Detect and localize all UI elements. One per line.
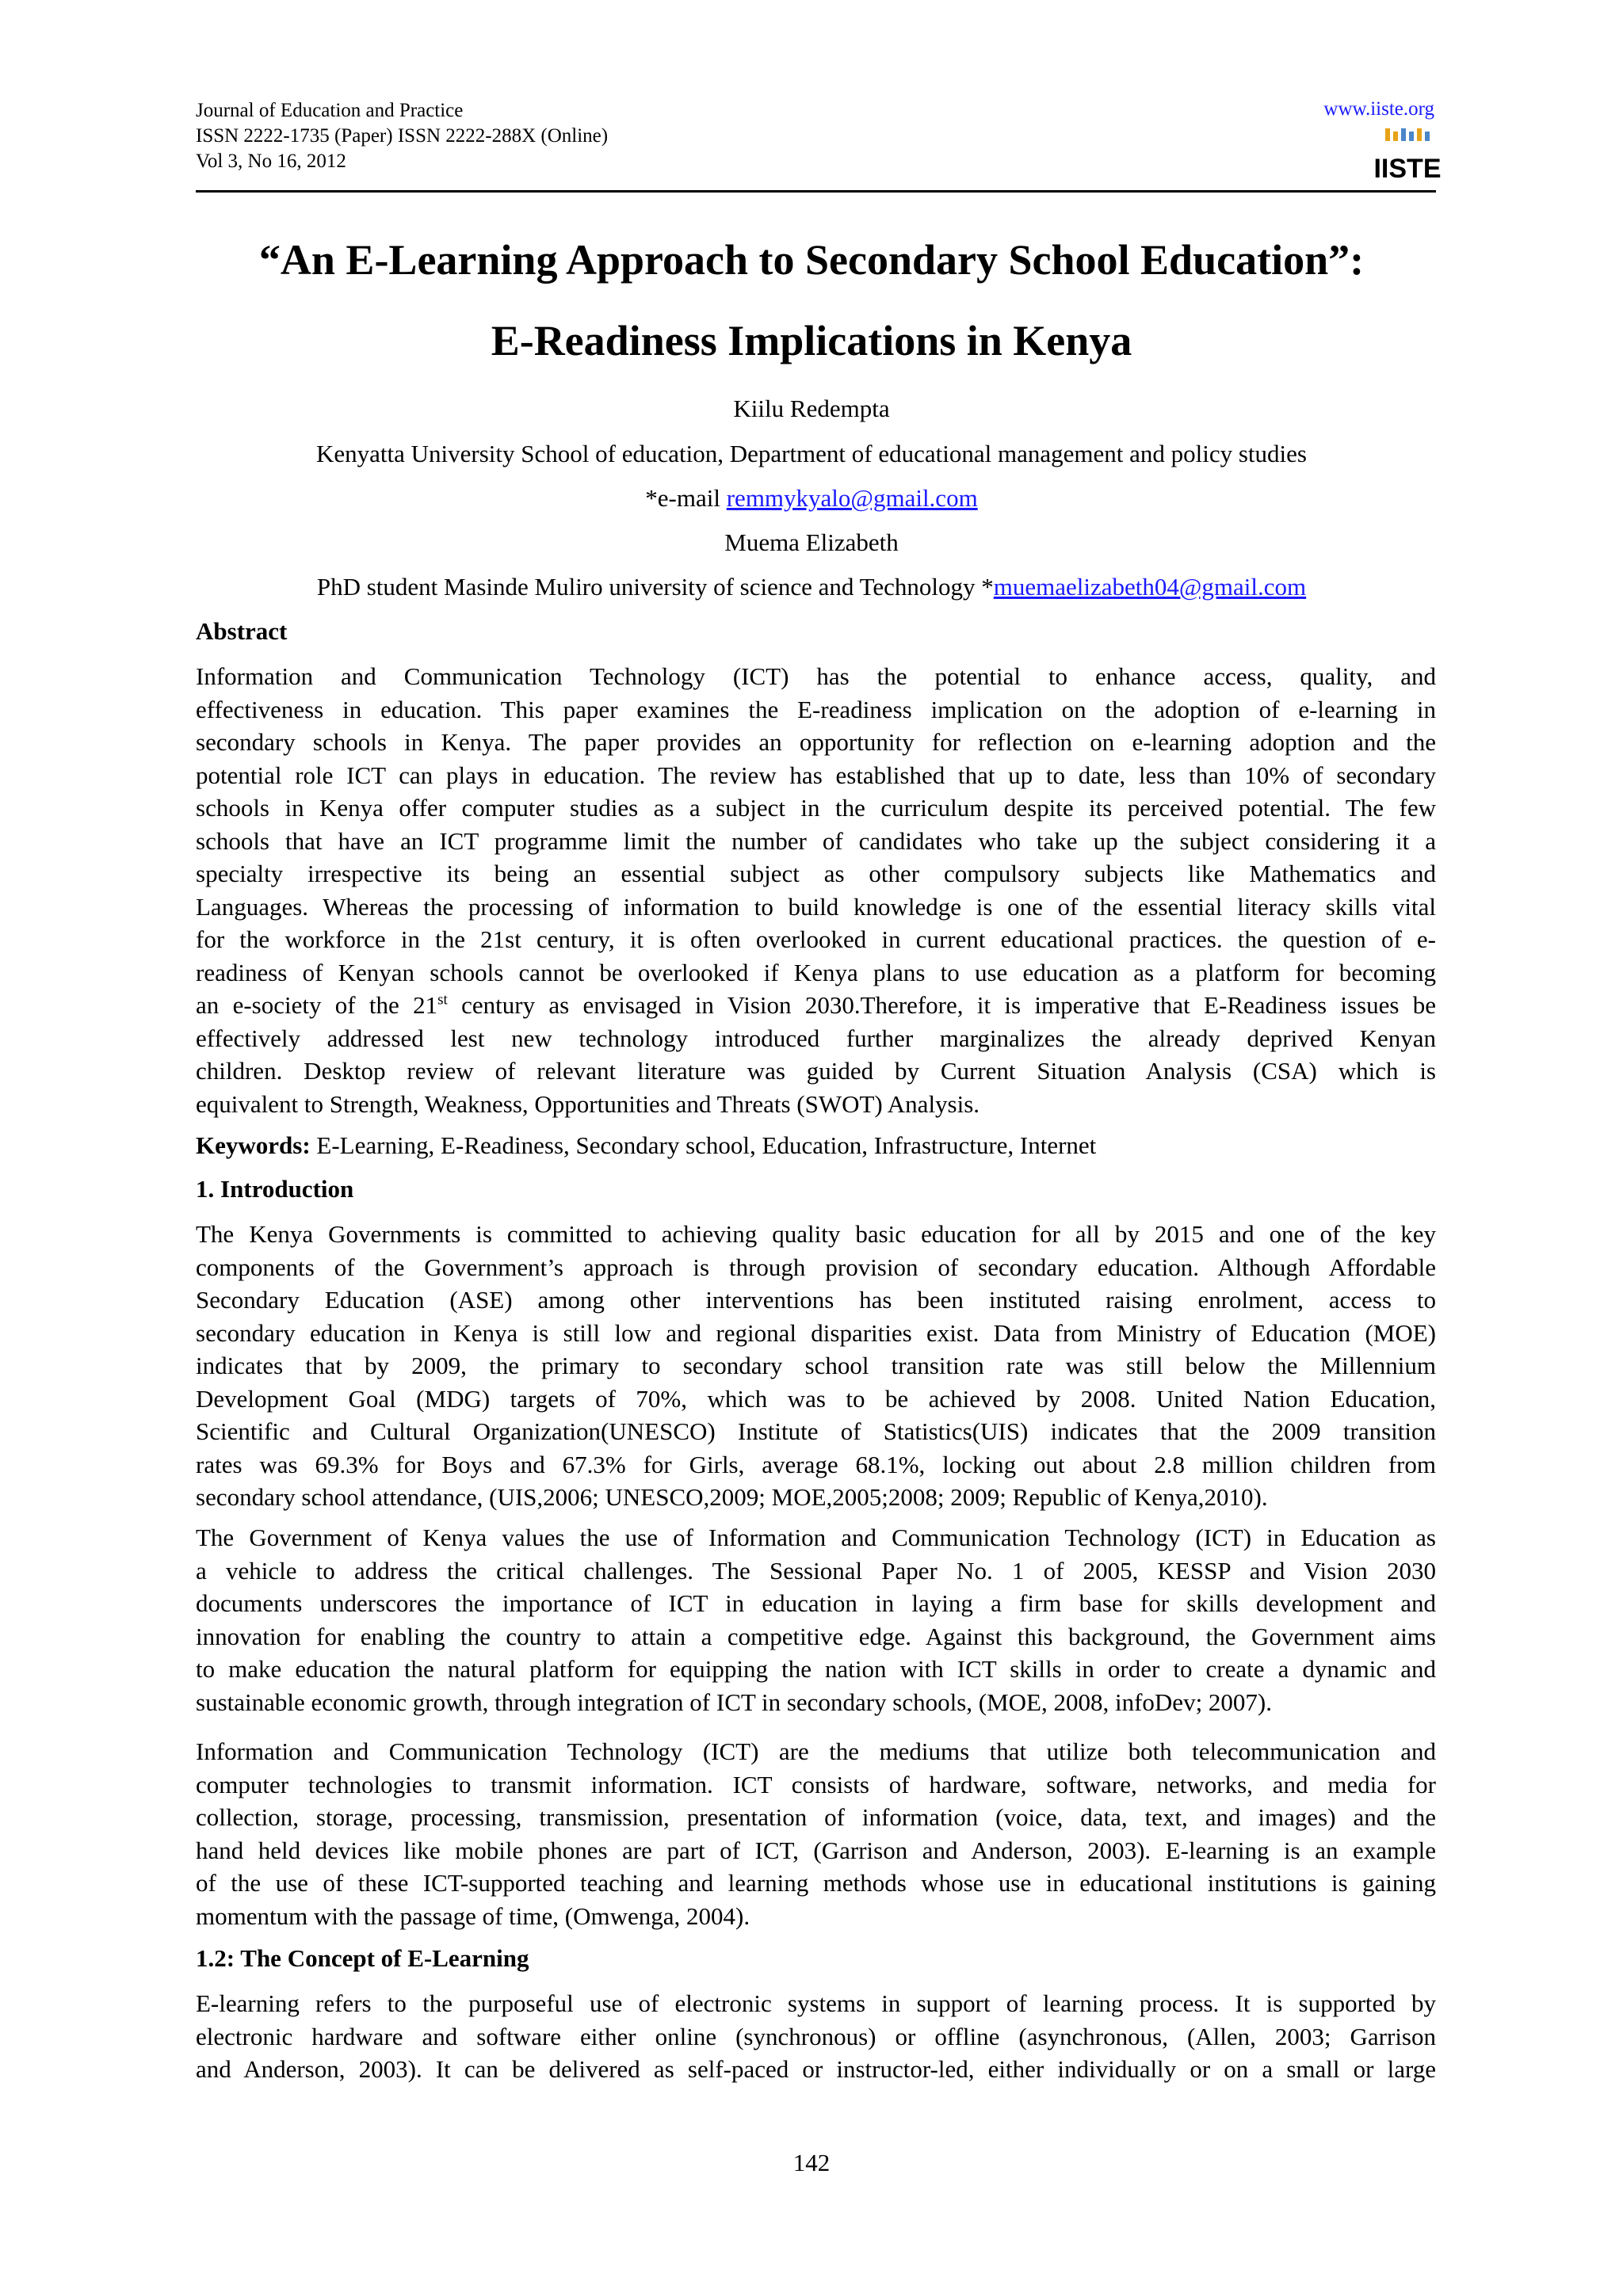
intro-paragraph-3 [196,1735,1436,1932]
abstract-line: Information and Communication Technology (ICT) has the potential to enhance access, quality, and [196,662,1436,690]
text-line: collection, storage, processing, transmission, presentation of information (voice, data, text, and images) and the [196,1803,1436,1831]
text-line: hand held devices like mobile phones are part of ICT, (Garrison and Anderson, 2003). E-learning is an example [196,1836,1436,1864]
author2-email-link[interactable]: muemaelizabeth04@gmail.com [993,573,1307,601]
text-line: and Anderson, 2003). It can be delivered as self-paced or instructor-led, either individually or on a small or large [196,2055,1436,2083]
page-number: 142 [792,2149,831,2176]
text-line: electronic hardware and software either online (synchronous) or offline (asynchronous, (Allen, 2003; Garrison [196,2022,1436,2050]
abstract-line: Languages. Whereas the processing of information to build knowledge is one of the essential literacy skills vital [196,892,1436,921]
abstract-heading: Abstract [196,617,288,645]
text-line: momentum with the passage of time, (Omwenga, 2004). [196,1901,750,1930]
email-prefix: *e-mail [645,484,727,512]
text-line: a vehicle to address the critical challenges. The Sessional Paper No. 1 of 2005, KESSP and Vision 2030 [196,1556,1436,1585]
author1-email-link[interactable]: remmykyalo@gmail.com [726,484,978,512]
author1-name: Kiilu Redempta [733,395,890,422]
abstract-line: readiness of Kenyan schools cannot be overlooked if Kenya plans to use education as a platform for becoming [196,958,1436,986]
author2-affiliation: PhD student Masinde Muliro university of science and Technology * [316,573,994,601]
intro-paragraph-1 [196,1218,1436,1514]
text-line: The Government of Kenya values the use of Information and Communication Technology (ICT) in Education as [196,1524,1436,1551]
abstract-line: for the workforce in the 21st century, it is often overlooked in current educational practices. the question of e- [196,925,1436,953]
header-rule [196,190,1436,193]
section-1-heading: 1. Introduction [196,1175,354,1203]
journal-issn: ISSN 2222-1735 (Paper) ISSN 2222-288X (Online) [196,125,609,147]
text-line: of the use of these ICT-supported teaching and learning methods whose use in educational institutions is gaining [196,1869,1436,1897]
text-line: documents underscores the importance of ICT in education in laying a firm base for skills development and [196,1589,1436,1617]
abstract-line: secondary schools in Kenya. The paper provides an opportunity for reflection on e-learning adoption and the [196,728,1436,756]
keywords-label: Keywords: [196,1131,311,1159]
abstract-line: effectiveness in education. This paper examines the E-readiness implication on the adoption of e-learning in [196,695,1436,723]
journal-header [196,98,608,174]
journal-name: Journal of Education and Practice [196,100,464,121]
section-1-2-heading: 1.2: The Concept of E-Learning [196,1944,529,1972]
keywords-text: E-Learning, E-Readiness, Secondary school, Education, Infrastructure, Internet [310,1131,1097,1159]
abstract-line: children. Desktop review of relevant literature was guided by Current Situation Analysis (CSA) which is [196,1057,1436,1085]
text-line: secondary school attendance, (UIS,2006; UNESCO,2009; MOE,2005;2008; 2009; Republic of Kenya,2010). [196,1483,1268,1511]
concept-paragraph-1 [196,1987,1436,2086]
keywords-line [196,1129,1436,1162]
text-line: E-learning refers to the purposeful use of electronic systems in support of learning process. It is supported by [196,1989,1436,2017]
text-line: The Kenya Governments is committed to achieving quality basic education for all by 2015 and one of the key [196,1220,1436,1248]
text-line: indicates that by 2009, the primary to secondary school transition rate was still below the Millennium [196,1352,1436,1379]
abstract-body [196,660,1436,1120]
text-line: sustainable economic growth, through integration of ICT in secondary schools, (MOE, 2008, infoDev; 2007). [196,1688,1273,1716]
text-line: rates was 69.3% for Boys and 67.3% for Girls, average 68.1%, locking out about 2.8 million children from [196,1450,1436,1478]
text-line: to make education the natural platform for equipping the nation with ICT skills in order to create a dynamic and [196,1655,1436,1683]
text-line: Development Goal (MDG) targets of 70%, which was to be achieved by 2008. United Nation Education, [196,1384,1436,1413]
journal-volume: Vol 3, No 16, 2012 [196,151,346,172]
abstract-line: schools that have an ICT programme limit the number of candidates who take up the subject considering it a [196,826,1436,855]
iiste-logo [1373,127,1442,184]
abstract-line-superscript [196,989,1436,1022]
text-line: computer technologies to transmit information. ICT consists of hardware, software, networks, and media for [196,1770,1436,1798]
text-line: Scientific and Cultural Organization(UNESCO) Institute of Statistics(UIS) indicates that the 2009 transition [196,1417,1436,1445]
text-line: innovation for enabling the country to attain a competitive edge. Against this background, the Government aims [196,1622,1436,1650]
abstract-line: effectively addressed lest new technology introduced further marginalizes the already deprived Kenyan [196,1024,1436,1052]
abstract-line: schools in Kenya offer computer studies as a subject in the curriculum despite its perceived potential. The few [196,794,1436,822]
logo-text: IISTE [1373,154,1442,184]
text-line: secondary education in Kenya is still low and regional disparities exist. Data from Ministry of Education (MOE) [196,1318,1436,1347]
abstract-line-post: century as envisaged in Vision 2030.Therefore, it is imperative that E-Readiness issues be [447,991,1436,1019]
text-line: Secondary Education (ASE) among other interventions has been instituted raising enrolment, access to [196,1286,1436,1314]
author1-email-line [0,482,1623,514]
abstract-line: potential role ICT can plays in education. The review has established that up to date, less than 10% of secondary [196,761,1436,789]
journal-url-link[interactable]: www.iiste.org [1323,98,1434,120]
author2-name: Muema Elizabeth [724,528,899,556]
abstract-line: equivalent to Strength, Weakness, Opportunities and Threats (SWOT) Analysis. [196,1089,980,1118]
text-line: components of the Government’s approach is through provision of secondary education. Although Affordable [196,1253,1436,1281]
intro-paragraph-2 [196,1521,1436,1718]
abstract-line-pre: an e-society of the 21 [196,991,438,1019]
text-line: Information and Communication Technology (ICT) are the mediums that utilize both telecommunication and [196,1737,1436,1765]
author2-affiliation-line [0,571,1623,603]
superscript-st: st [437,991,448,1009]
author1-affiliation: Kenyatta University School of education, Department of educational management and policy studies [316,440,1307,467]
abstract-line: specialty irrespective its being an essential subject as other compulsory subjects like Mathematics and [196,860,1436,887]
paper-title-line1: “An E-Learning Approach to Secondary School Education”: [258,236,1365,284]
paper-title-line2: E-Readiness Implications in Kenya [491,317,1132,364]
